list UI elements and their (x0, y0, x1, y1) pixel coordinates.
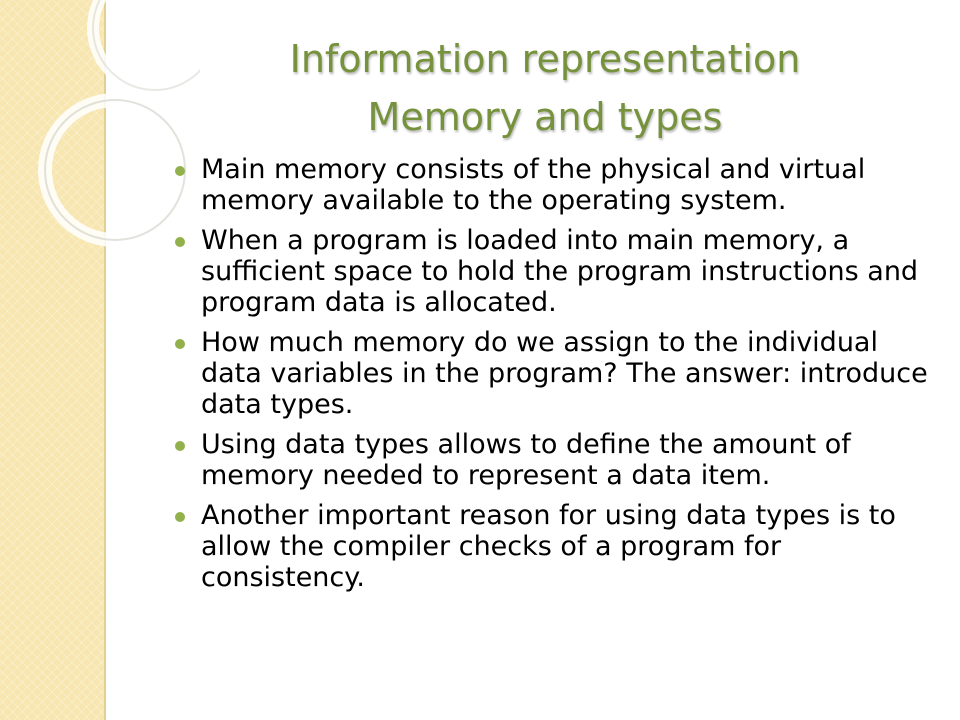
bullet-dot-icon (175, 166, 185, 176)
bullet-dot-icon (175, 237, 185, 247)
bullet-item (175, 500, 935, 593)
bullet-dot-icon (175, 339, 185, 349)
slide-title-line-2: Memory and types (367, 95, 723, 139)
bullet-item (175, 429, 935, 491)
slide-title-line-1: Information representation (289, 37, 801, 81)
bullet-text: Using data types allows to define the amount of memory needed to represent a data item. (201, 429, 851, 491)
bullet-item (175, 327, 935, 420)
bullet-item (175, 225, 935, 318)
bullet-text: Main memory consists of the physical and virtual memory available to the operating system. (201, 154, 866, 216)
bullet-item (175, 154, 935, 216)
bullet-dot-icon (175, 512, 185, 522)
bullet-dot-icon (175, 441, 185, 451)
bullet-text: How much memory do we assign to the individual data variables in the program? The answer: introduce data types. (201, 327, 928, 420)
bullet-text: When a program is loaded into main memory, a sufficient space to hold the program instructions and program data is allocated. (201, 225, 919, 318)
bullet-list (175, 154, 935, 602)
bullet-text: Another important reason for using data types is to allow the compiler checks of a program for consistency. (201, 500, 896, 593)
slide-title (160, 30, 930, 146)
